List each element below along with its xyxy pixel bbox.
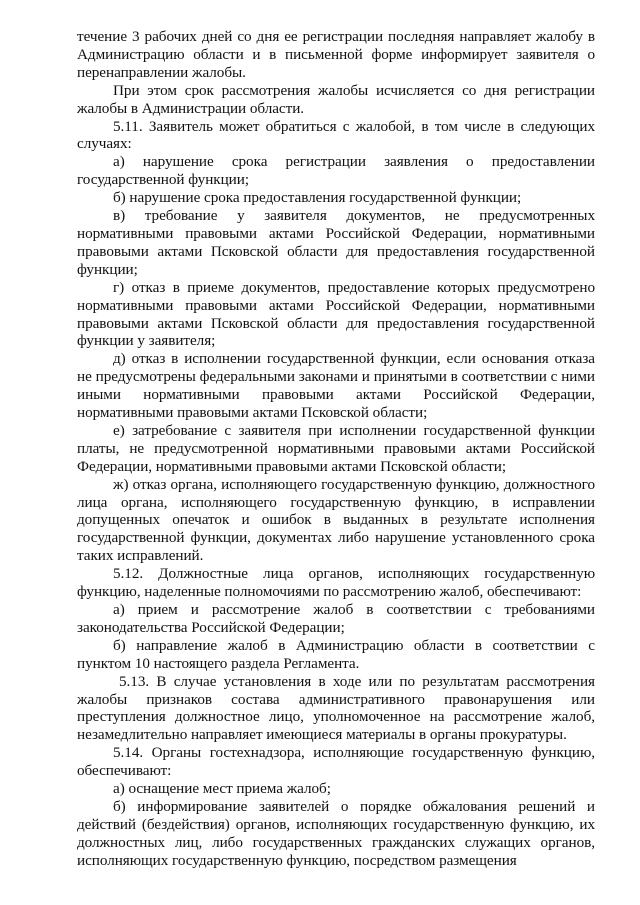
list-item-5-12-b: б) направление жалоб в Администрацию области в соответствии с пунктом 10 настоящего раздела Регламента. bbox=[77, 636, 595, 672]
paragraph-5-11: 5.11. Заявитель может обратиться с жалобой, в том числе в следующих случаях: bbox=[77, 117, 595, 153]
paragraph-5-14: 5.14. Органы гостехнадзора, исполняющие государственную функцию, обеспечивают: bbox=[77, 744, 595, 780]
list-item-5-11-v: в) требование у заявителя документов, не предусмотренных нормативными правовыми актами Российской Федерации, нормативными правовыми актами Псковской области для предоставления государственной функции; bbox=[77, 207, 595, 278]
list-item-5-11-a: а) нарушение срока регистрации заявления о предоставлении государственной функции; bbox=[77, 153, 595, 189]
paragraph-complaint-term: При этом срок рассмотрения жалобы исчисляется со дня регистрации жалобы в Администрации области. bbox=[77, 81, 595, 117]
list-item-5-14-a: а) оснащение мест приема жалоб; bbox=[113, 780, 331, 798]
paragraph-continuation: течение 3 рабочих дней со дня ее регистрации последняя направляет жалобу в Администрацию области и в письменной форме информирует заявителя о перенаправлении жалобы. bbox=[77, 28, 595, 81]
list-item-5-11-d: д) отказ в исполнении государственной функции, если основания отказа не предусмотрены федеральными законами и принятыми в соответствии с ними иными нормативными правовыми актами Российской Федерации, нормативными правовыми актами Псковской области; bbox=[77, 350, 595, 422]
paragraph-5-12: 5.12. Должностные лица органов, исполняющих государственную функцию, наделенные полномочиями по рассмотрению жалоб, обеспечивают: bbox=[77, 565, 595, 601]
document-page bbox=[77, 28, 595, 870]
list-item-5-14-b: б) информирование заявителей о порядке обжалования решений и действий (бездействия) органов, исполняющих государственную функцию, их должностных лиц, либо государственных гражданских служащих органов, исполняющих государственную функцию, посредством размещения bbox=[77, 797, 595, 869]
list-item-5-12-a: а) прием и рассмотрение жалоб в соответствии с требованиями законодательства Российской Федерации; bbox=[77, 601, 595, 636]
list-item-5-11-g: г) отказ в приеме документов, предоставление которых предусмотрено нормативными правовыми актами Российской Федерации, нормативными правовыми актами Псковской области для предоставления государственной функции у заявителя; bbox=[77, 278, 595, 350]
paragraph-5-13: 5.13. В случае установления в ходе или по результатам рассмотрения жалобы признаков состава административного правонарушения или преступления должностное лицо, уполномоченное на рассмотрение жалоб, незамедлительно направляет имеющиеся материалы в органы прокуратуры. bbox=[77, 672, 595, 744]
list-item-5-11-b: б) нарушение срока предоставления государственной функции; bbox=[113, 189, 522, 207]
list-item-5-11-zh: ж) отказ органа, исполняющего государственную функцию, должностного лица органа, исполняющего государственную функцию, в исправлении допущенных опечаток и ошибок в выданных в результате исполнения государственной функции, документах либо нарушение установленного срока таких исправлений. bbox=[77, 475, 595, 565]
list-item-5-11-e: е) затребование с заявителя при исполнении государственной функции платы, не предусмотренной нормативными правовыми актами Российской Федерации, нормативными правовыми актами Псковской области; bbox=[77, 421, 595, 475]
